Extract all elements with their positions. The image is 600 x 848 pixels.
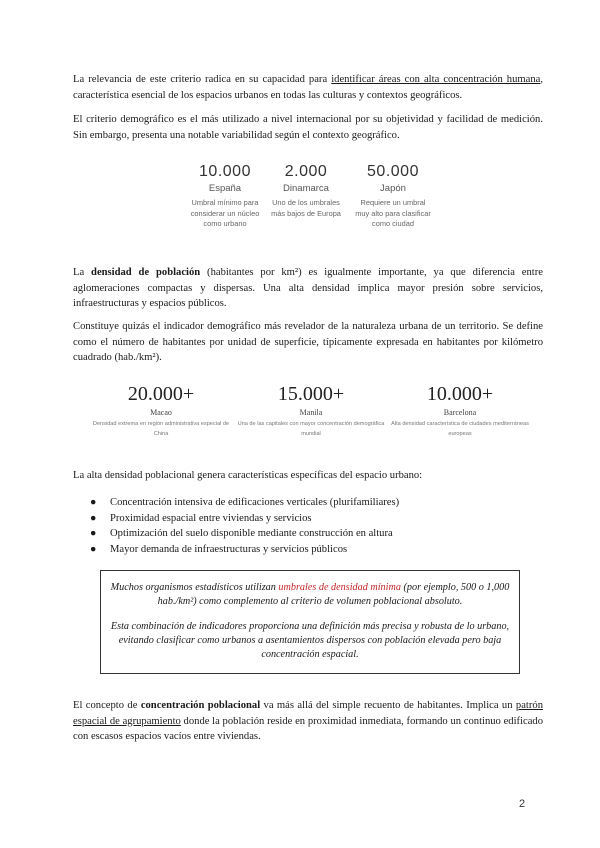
density-paragraph: La densidad de población (habitantes por km²) es igualmente importante, ya que diferencia entre aglomeraciones compactas y dispersas. Una alta densidad implica mayor presión sobre servicios, infraestructuras y espacios públicos. xyxy=(73,267,543,309)
concentration-term: concentración poblacional xyxy=(140,700,261,711)
stat-description: Una de las capitales con mayor concentración demográfica mundial xyxy=(237,421,385,437)
stat-number: 10.000 xyxy=(199,163,251,180)
stat-number: 2.000 xyxy=(284,163,328,180)
stat-description: Alta densidad característica de ciudades mediterráneas europeas xyxy=(391,421,529,437)
intro-paragraph: La relevancia de este criterio radica en su capacidad para identificar áreas con alta concentración humana, característica esencial de los espacios urbanos en todas las culturas y contextos geográficos. xyxy=(73,74,543,101)
stat-label: Dinamarca xyxy=(283,183,329,194)
list-item: ● Concentración intensiva de edificaciones verticales (plurifamiliares) xyxy=(90,495,399,511)
callout-paragraph-2: Esta combinación de indicadores proporciona una definición más precisa y robusta de lo urbano, evitando clasificar como urbanos a asentamientos dispersos con población elevada pero baja concentración espacial. xyxy=(110,621,510,660)
bullet-icon: ● xyxy=(90,497,97,508)
stat-label: Japón xyxy=(380,183,406,194)
characteristics-intro: La alta densidad poblacional genera características específicas del espacio urbano: xyxy=(73,470,423,481)
stat-macao xyxy=(86,383,236,439)
stat-manila xyxy=(236,383,386,439)
list-item: ● Proximidad espacial entre viviendas y servicios xyxy=(90,511,399,527)
stat-description: Requiere un umbral muy alto para clasificar como ciudad xyxy=(355,198,431,228)
stat-label: Manila xyxy=(299,408,323,417)
bullet-icon: ● xyxy=(90,528,97,539)
page-number: 2 xyxy=(519,798,526,810)
stat-label: Barcelona xyxy=(443,408,477,417)
bullet-icon: ● xyxy=(90,512,97,524)
stat-denmark xyxy=(271,163,341,219)
stat-description: Densidad extrema en región administrativa especial de China xyxy=(92,421,230,437)
criterion-paragraph: El criterio demográfico es el más utilizado a nivel internacional por su objetividad y facilidad de medición. Sin embargo, presenta una notable variabilidad según el contexto geográfico. xyxy=(73,114,543,141)
stat-number: 50.000 xyxy=(367,163,419,180)
callout-highlight: umbrales de densidad mínima xyxy=(278,582,401,593)
stat-spain xyxy=(185,163,265,230)
stat-label: España xyxy=(208,183,242,194)
stat-number: 15.000+ xyxy=(277,383,345,405)
highlight-link-pattern[interactable]: patrón espacial de agrupamiento xyxy=(73,700,543,727)
callout-box xyxy=(100,570,520,674)
bullet-icon: ● xyxy=(90,543,97,555)
stat-description: Umbral mínimo para considerar un núcleo como urbano xyxy=(190,198,260,228)
stat-number: 20.000+ xyxy=(127,383,195,405)
indicator-paragraph: Constituye quizás el indicador demográfico más revelador de la naturaleza urbana de un territorio. Se define como el número de habitantes por unidad de superficie, típicamente expresada en habitantes por kilómetro cuadrado (hab./km²). xyxy=(73,321,543,363)
concentration-paragraph: El concepto de concentración poblacional va más allá del simple recuento de habitantes. Implica un patrón espacial de agrupamiento donde la población reside en proximidad inmediata, formando un continuo edificado con escasos espacios vacíos entre viviendas. xyxy=(73,700,543,742)
list-item: ● Mayor demanda de infraestructuras y servicios públicos xyxy=(90,542,399,558)
list-item: ● Optimización del suelo disponible mediante construcción en altura xyxy=(90,526,399,542)
stat-description: Uno de los umbrales más bajos de Europa xyxy=(271,198,341,218)
characteristics-list xyxy=(90,495,399,557)
stat-japan xyxy=(353,163,433,230)
density-term: densidad de población xyxy=(91,267,201,278)
stat-label: Macao xyxy=(150,408,172,417)
callout-paragraph-1: Muchos organismos estadísticos utilizan umbrales de densidad mínima (por ejemplo, 500 o 1,000 hab./km²) como complemento al criterio de volumen poblacional absoluto. xyxy=(110,582,510,607)
stat-number: 10.000+ xyxy=(426,383,494,405)
highlight-link-concentration[interactable]: identificar áreas con alta concentración humana xyxy=(331,74,541,85)
stat-barcelona xyxy=(385,383,535,439)
